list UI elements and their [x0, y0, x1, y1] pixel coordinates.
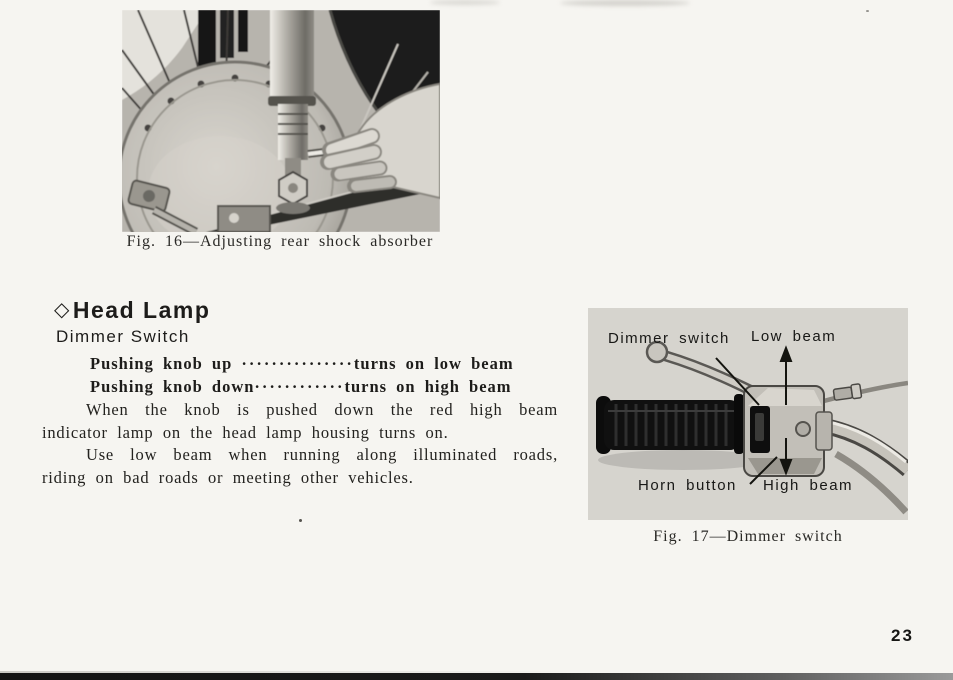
- scan-speck: [866, 10, 869, 12]
- rule-lead: Pushing knob down: [90, 377, 255, 396]
- section-heading-text: Head Lamp: [72, 297, 211, 323]
- fig17-caption: Fig. 17—Dimmer switch: [653, 528, 843, 545]
- scan-speck: [299, 519, 302, 522]
- dot-leader: ···············: [241, 354, 354, 373]
- label-high-beam: High beam: [763, 477, 854, 494]
- body-text: [42, 399, 558, 489]
- label-dimmer-switch: Dimmer switch: [608, 330, 730, 347]
- dot-leader: ············: [254, 377, 345, 396]
- fig17-photo-dimmer-switch: [588, 308, 908, 520]
- rear-shock-photo-illustration: [122, 10, 440, 232]
- scan-bottom-bar: [0, 673, 953, 680]
- scan-smudge: [430, 0, 500, 5]
- rule-knob-down: [90, 375, 530, 398]
- section-heading-head-lamp: [54, 297, 210, 324]
- paragraph: Use low beam when running along illuminated roads, riding on bad roads or meeting other vehicles.: [42, 445, 558, 487]
- subsection-heading-dimmer-switch: Dimmer Switch: [56, 327, 190, 346]
- fig16-photo-rear-shock: [122, 10, 440, 232]
- scan-smudge: [560, 0, 690, 6]
- dimmer-rules: [90, 352, 530, 398]
- label-horn-button: Horn button: [638, 477, 737, 494]
- label-low-beam: Low beam: [751, 328, 837, 345]
- rule-lead: Pushing knob up: [90, 354, 242, 373]
- diamond-bullet-icon: ◇: [54, 299, 71, 321]
- rule-knob-up: [90, 352, 530, 375]
- page-number: 23: [891, 626, 914, 645]
- rule-result: turns on high beam: [344, 377, 512, 396]
- fig16-caption: Fig. 16—Adjusting rear shock absorber: [126, 233, 434, 250]
- paragraph: When the knob is pushed down the red high beam indicator lamp on the head lamp housing turns on.: [42, 400, 558, 442]
- rule-result: turns on low beam: [353, 354, 514, 373]
